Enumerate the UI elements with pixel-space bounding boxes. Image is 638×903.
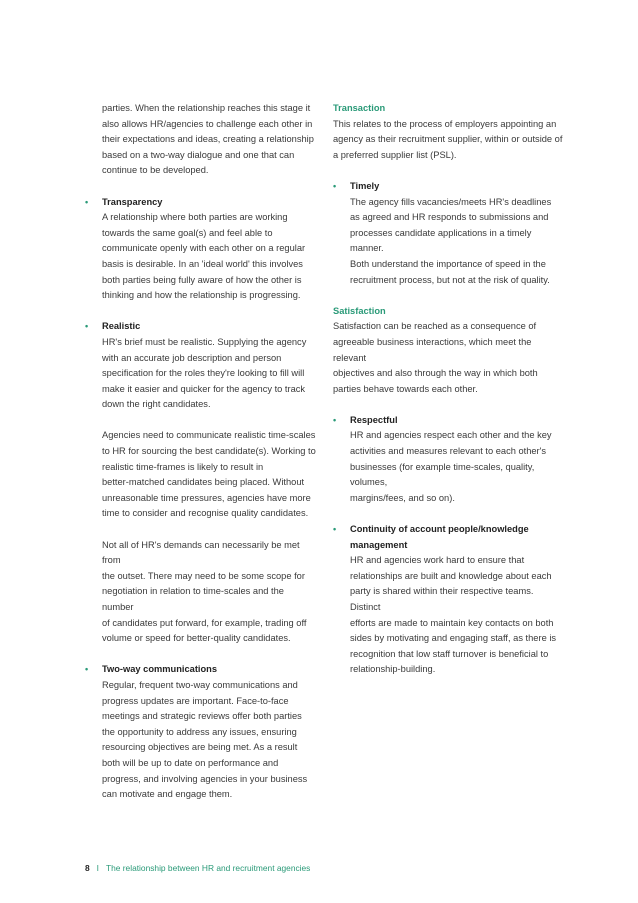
text-line: efforts are made to maintain key contacts on both [350,617,554,628]
text-line: the outset. There may need to be some scope for [102,570,305,581]
text-line: sides by motivating and engaging staff, as there is [350,633,557,644]
bullet-title: Transparency [102,196,163,207]
text-line: basis is desirable. In an 'ideal world' this involves [102,258,303,269]
text-line: communicate openly with each other on a regular [102,243,306,254]
text-line: volume or speed for better-quality candidates. [102,633,291,644]
section-heading-transaction: Transaction [333,103,386,113]
text-line: down the right candidates. [102,399,211,410]
bullet-realistic [85,319,317,646]
bullet-icon: • [85,196,89,207]
bullet-icon: • [333,414,337,425]
text-line: both will be up to date on performance and [102,757,279,768]
page-number: 8 [85,863,90,873]
text-line: party is shared within their respective teams. Distinct [350,586,534,612]
bullet-icon: • [85,664,89,675]
text-line: HR and agencies work hard to ensure that [350,555,525,566]
text-line: objectives and also through the way in which both [333,368,538,379]
text-line: resourcing objectives are being met. As a result [102,742,298,753]
text-line: A relationship where both parties are working [102,212,288,223]
text-line: both parties being fully aware of how the other is [102,274,302,285]
text-line: Agencies need to communicate realistic time-scales [102,430,316,441]
text-line: better-matched candidates being placed. Without [102,477,305,488]
text-line: time to consider and recognise quality candidates. [102,508,309,519]
text-line: recognition that low staff turnover is beneficial to [350,648,549,659]
text-line: unreasonable time pressures, agencies have more [102,492,311,503]
bullet-icon: • [85,321,89,332]
text-line: the opportunity to address any issues, ensuring [102,726,297,737]
satisfaction-paragraph [333,319,565,397]
bullet-timely [333,179,565,288]
text-line: agreeable business interactions, which meet the relevant [333,336,532,363]
bullet-title: Respectful [350,414,398,425]
text-line: HR and agencies respect each other and the key [350,430,552,441]
text-line: can motivate and engage them. [102,789,233,800]
text-line: their expectations and ideas, creating a relationship [102,134,314,145]
continued-paragraph [85,101,317,179]
text-line: also allows HR/agencies to challenge each other in [102,118,313,129]
text-line: progress, and involving agencies in your business [102,773,308,784]
right-column [333,101,565,678]
text-line: margins/fees, and so on). [350,492,455,503]
text-line: with an accurate job description and person [102,352,282,363]
bullet-icon: • [333,180,337,191]
text-line: meetings and strategic reviews offer both parties [102,711,302,722]
bullet-title: Two-way communications [102,664,218,675]
text-line: Both understand the importance of speed in the [350,258,546,269]
text-line: businesses (for example time-scales, quality, volumes, [350,461,535,488]
section-heading-satisfaction: Satisfaction [333,305,386,316]
text-line: relationship-building. [350,664,436,675]
text-line: Satisfaction can be reached as a consequence of [333,321,537,332]
bullet-two-way-communications [85,662,317,802]
text-line: towards the same goal(s) and feel able to [102,227,273,238]
text-line: make it easier and quicker for the agency to track [102,383,306,394]
text-line: relationships are built and knowledge about each [350,570,552,581]
text-line: Not all of HR's demands can necessarily be met from [102,539,300,566]
bullet-title: Realistic [102,321,141,332]
text-line: parties. When the relationship reaches this stage it [102,103,311,113]
text-line: HR's brief must be realistic. Supplying the agency [102,336,307,347]
bullet-title-cont: management [350,539,408,550]
bullet-icon: • [333,524,337,535]
text-line: thinking and how the relationship is progressing. [102,290,301,301]
text-line: specification for the roles they're looking to fill will [102,368,305,379]
text-line: continue to be developed. [102,165,209,176]
text-line: as agreed and HR responds to submissions and [350,212,549,223]
left-column [85,101,317,803]
text-line: activities and measures relevant to each other's [350,446,547,457]
footer-title: The relationship between HR and recruitment agencies [106,863,311,873]
bullet-respectful [333,413,565,507]
page-footer [85,863,310,873]
text-line: to HR for sourcing the best candidate(s). Working to [102,446,316,457]
bullet-transparency [85,195,317,304]
text-line: progress updates are important. Face-to-face [102,695,289,706]
footer-separator: I [96,863,99,873]
text-line: negotiation in relation to time-scales and the number [102,586,284,612]
text-line: a preferred supplier list (PSL). [333,149,457,160]
text-line: of candidates put forward, for example, trading off [102,617,307,628]
text-line: processes candidate applications in a timely manner. [350,227,532,254]
text-line: parties behave towards each other. [333,383,478,394]
bullet-continuity [333,522,565,678]
text-line: recruitment process, but not at the risk of quality. [350,274,550,285]
text-line: realistic time-frames is likely to result in [102,461,264,472]
text-line: Regular, frequent two-way communications and [102,679,298,690]
transaction-paragraph [333,117,565,164]
bullet-title: Continuity of account people/knowledge [350,524,529,535]
text-line: based on a two-way dialogue and one that can [102,149,295,160]
text-line: agency as their recruitment supplier, within or outside of [333,134,563,145]
bullet-title: Timely [350,180,380,191]
text-line: This relates to the process of employers appointing an [333,118,557,129]
text-line: The agency fills vacancies/meets HR's deadlines [350,196,552,207]
